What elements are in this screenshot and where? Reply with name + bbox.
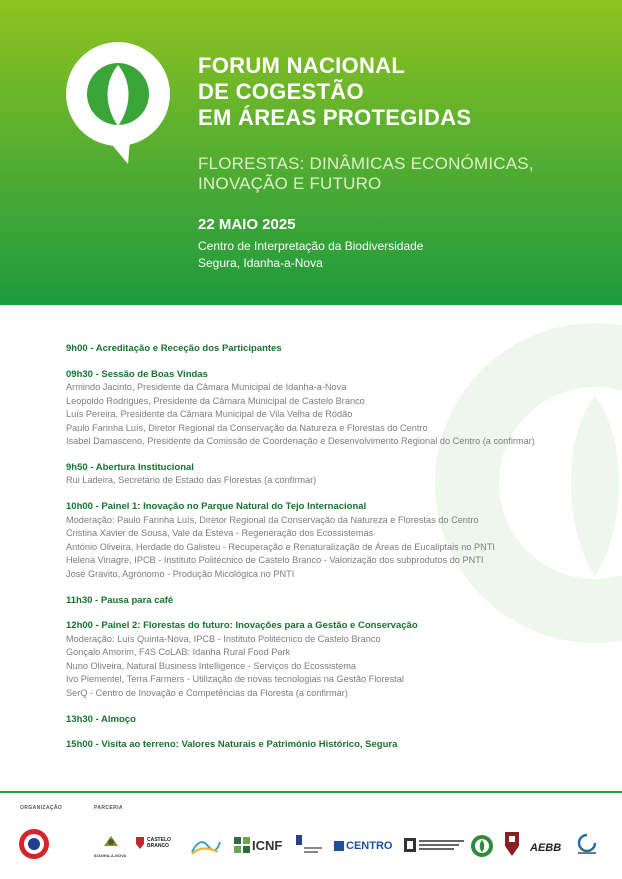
partner-logo-vila-velha <box>188 834 222 856</box>
partner-logo-idanha <box>94 834 128 858</box>
speaker-line: SerQ - Centro de Inovação e Competências da Floresta (a confirmar) <box>66 687 348 698</box>
icnf-grid-icon <box>234 837 250 853</box>
title-line: FORUM NACIONAL <box>198 53 406 78</box>
partner-logo-swirl <box>574 832 600 856</box>
program-block <box>66 619 606 700</box>
speaker-line: Armindo Jacinto, Presidente da Câmara Municipal de Idanha-a-Nova <box>66 382 347 392</box>
program-block <box>66 342 606 356</box>
program-item-title: 15h00 - Visita ao terreno: Valores Naturais e Património Histórico, Segura <box>66 739 398 750</box>
event-date: 22 MAIO 2025 <box>198 216 296 233</box>
partner-logo-confederacao <box>404 836 466 854</box>
speaker-line: Leopoldo Rodrigues, Presidente da Câmara Municipal de Castelo Branco <box>66 395 365 406</box>
speaker-line: Moderação: Paulo Farinha Luís, Diretor Regional da Conservação da Natureza e Florestas do Centro <box>66 514 479 525</box>
program-item-title: 9h00 - Acreditação e Receção dos Participantes <box>66 343 282 354</box>
parceria-label: PARCERIA <box>94 805 123 811</box>
program-block <box>66 461 606 488</box>
subtitle-line: INOVAÇÃO E FUTURO <box>198 174 382 193</box>
partner-logo-green-circle <box>470 834 494 858</box>
program-block <box>66 594 606 608</box>
program-block <box>66 500 606 581</box>
speaker-line: Ivo Piementel, Terra Farmers - Utilização de novas tecnologias na Gestão Florestal <box>66 674 404 685</box>
logo-text: ICNF <box>252 837 283 853</box>
logo-text: IDANHA-A-NOVA <box>94 853 127 858</box>
speaker-line: Rui Ladeira, Secretário de Estado das Florestas (a confirmar) <box>66 475 317 486</box>
venue-line: Centro de Interpretação da Biodiversidade <box>198 239 424 253</box>
speaker-line: José Gravito, Agrónomo - Produção Micológica no PNTI <box>66 568 295 579</box>
logo-text: AEBB <box>530 842 562 854</box>
program-item-title: 9h50 - Abertura Institucional <box>66 461 194 473</box>
castelo-branco-shield-icon <box>135 836 145 850</box>
program-item-title: 13h30 - Almoço <box>66 713 136 725</box>
organizacao-label: ORGANIZAÇÃO <box>20 805 63 811</box>
speaker-line: Gonçalo Amorim, F4S CoLAB: Idanha Rural Food Park <box>66 647 291 658</box>
program-item-title: 11h30 - Pausa para café <box>66 594 174 606</box>
idanha-crest-icon <box>94 834 128 848</box>
program-block <box>66 713 606 727</box>
centro-mark-icon <box>334 841 344 851</box>
subtitle-line: FLORESTAS: DINÂMICAS ECONÓMICAS, <box>198 154 534 173</box>
header-banner <box>0 0 622 305</box>
program-list <box>66 342 606 764</box>
program-item-title: 12h00 - Painel 2: Florestas do futuro: Inovações para a Gestão e Conservação <box>66 620 418 632</box>
speaker-line: Nuno Oliveira, Natural Business Intelligence - Serviços do Ecossistema <box>66 660 357 671</box>
program-item-title: 10h00 - Painel 1: Inovação no Parque Natural do Tejo Internacional <box>66 501 367 513</box>
speaker-line: Helena Vinagre, IPCB - Instituto Politécnico de Castelo Branco - Valorização dos subprodutos do PNTI <box>66 555 484 566</box>
program-item-title: 09h30 - Sessão de Boas Vindas <box>66 368 208 380</box>
partner-logo-aebb <box>530 838 561 856</box>
event-subtitle <box>198 154 534 194</box>
leaf-bubble-logo <box>64 40 172 164</box>
partner-logo-castelo-branco <box>135 836 177 850</box>
partner-logo-icnf <box>234 837 282 853</box>
title-line: DE COGESTÃO <box>198 79 364 104</box>
program-block <box>66 738 606 752</box>
speaker-line: Cristina Xavier de Sousa, Vale da Esteva - Regeneração dos Ecossistemas <box>66 528 374 539</box>
event-title <box>198 53 471 131</box>
speaker-line: António Oliveira, Herdade do Galisteu - Recuperação e Renaturalização de Áreas de Eucaliptais no PNTI <box>66 541 495 552</box>
program-block <box>66 368 606 449</box>
logo-text: CENTRO <box>346 840 393 852</box>
speaker-line: Isabel Damasceno, Presidente da Comissão de Coordenação e Desenvolvimento Regional do Centro (a confirmar) <box>66 436 535 447</box>
venue-line: Segura, Idanha-a-Nova <box>198 256 323 270</box>
title-line: EM ÁREAS PROTEGIDAS <box>198 105 472 130</box>
partner-logo-politecnico <box>294 833 324 857</box>
event-venue <box>198 238 423 272</box>
speaker-line: Luís Pereira, Presidente da Câmara Municipal de Vila Velha de Ródão <box>66 409 353 420</box>
footer-divider <box>0 791 622 793</box>
logo-text: CASTELO BRANCO <box>147 837 171 849</box>
partner-logo-crest <box>503 830 521 858</box>
partner-logo-centro <box>334 840 392 852</box>
speaker-line: Moderação: Luís Quinta-Nova, IPCB - Instituto Politécnico de Castelo Branco <box>66 633 381 644</box>
speaker-line: Paulo Farinha Luís, Diretor Regional da Conservação da Natureza e Florestas do Centro <box>66 422 428 433</box>
organizer-logo <box>18 828 50 860</box>
